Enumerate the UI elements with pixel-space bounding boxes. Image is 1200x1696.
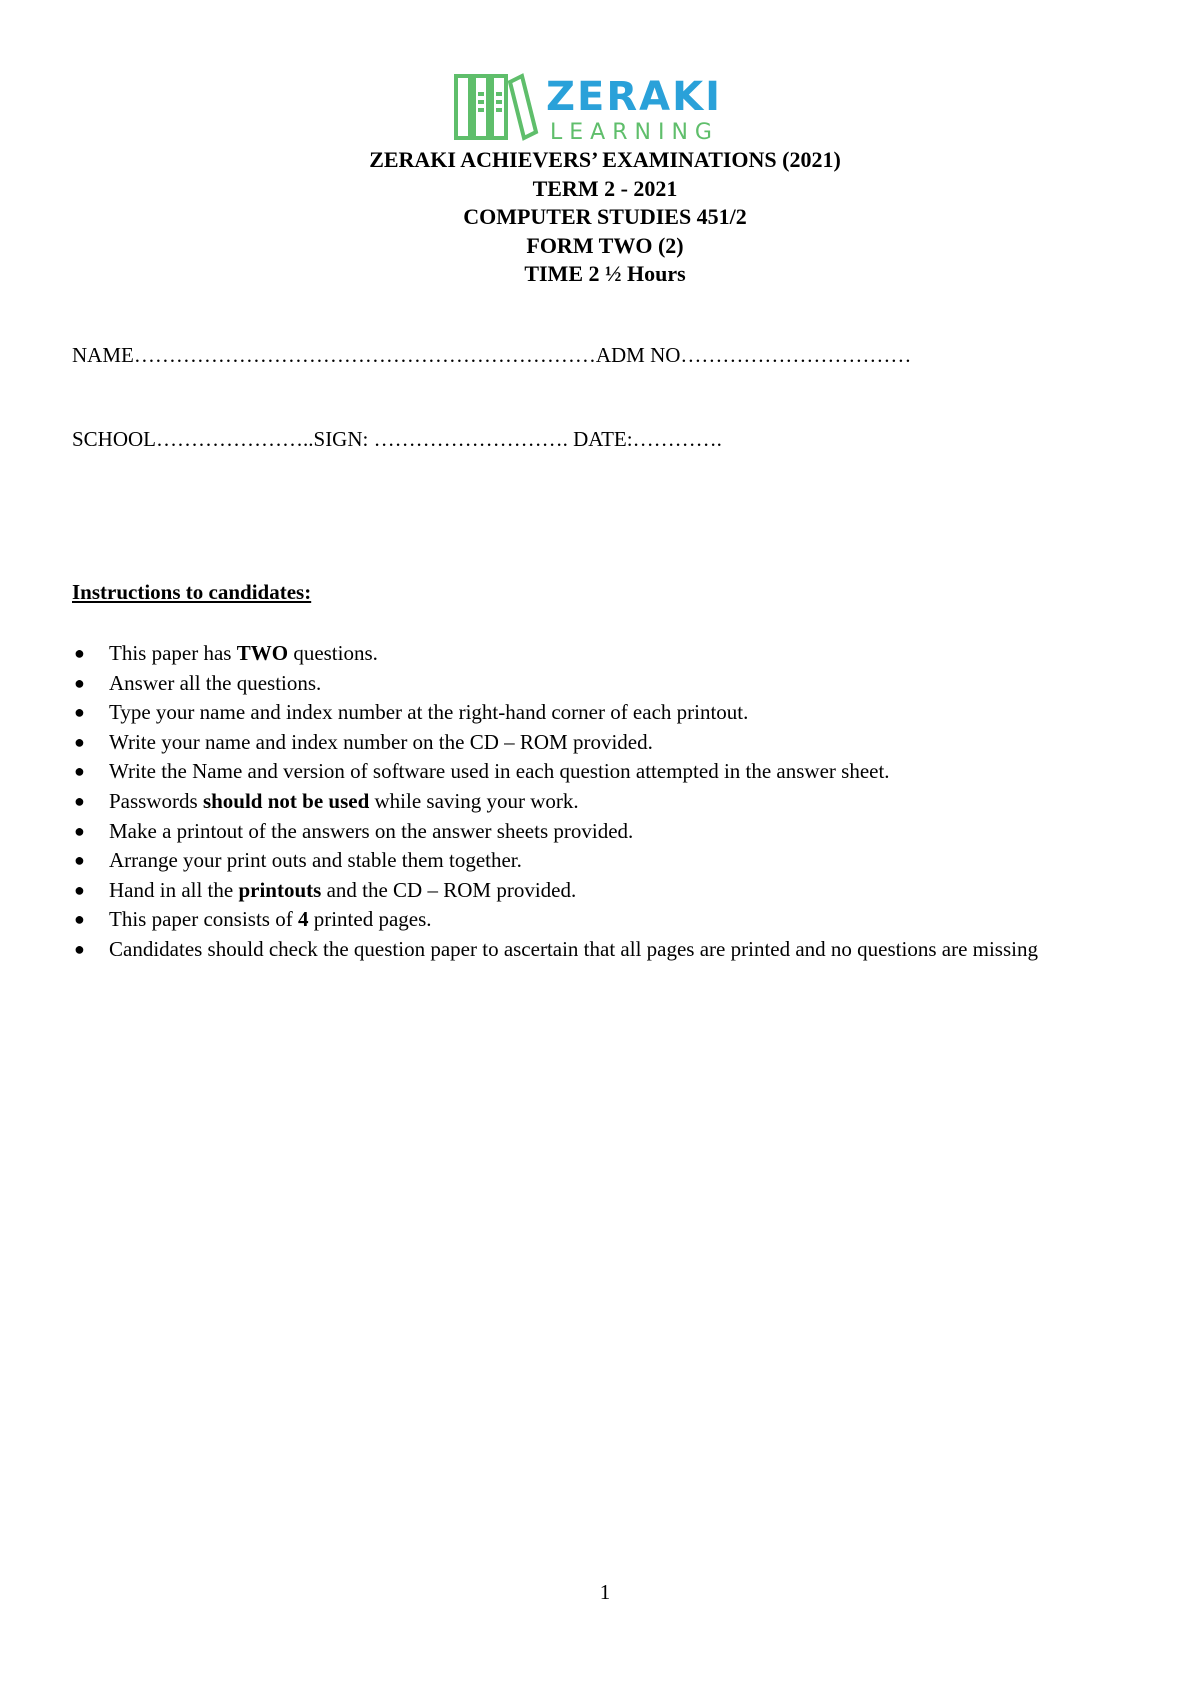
instruction-item: ● Type your name and index number at the right-hand corner of each printout.	[72, 698, 1132, 728]
school-sign-date-field: SCHOOL…………………..SIGN: ………………………. DATE:………….	[72, 427, 722, 451]
instruction-item: ● Write your name and index number on the CD – ROM provided.	[72, 728, 1132, 758]
books-icon	[456, 76, 536, 138]
instruction-item: ● Hand in all the printouts and the CD – ROM provided.	[72, 876, 1132, 906]
instructions-list	[72, 639, 1132, 965]
bullet-icon: ●	[74, 672, 85, 693]
exam-form: FORM TWO (2)	[526, 232, 684, 258]
exam-time: TIME 2 ½ Hours	[524, 261, 686, 286]
bullet-icon: ●	[74, 850, 85, 871]
instruction-item: ● This paper consists of 4 printed pages.	[72, 905, 1132, 935]
bullet-icon: ●	[74, 643, 85, 663]
exam-subject: COMPUTER STUDIES 451/2	[463, 204, 747, 229]
bullet-icon: ●	[74, 702, 85, 723]
exam-title: ZERAKI ACHIEVERS’ EXAMINATIONS (2021)	[369, 147, 841, 172]
instruction-item: ● Passwords should not be used while saving your work.	[72, 787, 1132, 817]
instruction-item: ● Candidates should check the question paper to ascertain that all pages are printed and no questions are missing	[72, 935, 1132, 965]
bullet-icon: ●	[74, 731, 85, 752]
exam-term: TERM 2 - 2021	[532, 175, 678, 201]
name-adm-field: NAME…………………………………………………………ADM NO……………………………	[72, 343, 912, 367]
bullet-icon: ●	[74, 761, 85, 782]
page-number: 1	[599, 1580, 611, 1604]
instruction-item: ● This paper has TWO questions.	[72, 639, 1132, 669]
bullet-icon: ●	[74, 938, 85, 959]
instruction-item: ● Write the Name and version of software used in each question attempted in the answer sheet.	[72, 757, 1132, 787]
logo-brand-top: ZERAKI	[546, 74, 722, 120]
instruction-item: ● Arrange your print outs and stable them together.	[72, 846, 1132, 876]
logo-brand-bottom: LEARNING	[550, 120, 719, 145]
bullet-icon: ●	[74, 909, 85, 930]
bullet-icon: ●	[74, 820, 85, 841]
instructions-title: Instructions to candidates:	[72, 580, 312, 604]
exam-header	[0, 146, 1200, 289]
bullet-icon: ●	[74, 879, 85, 900]
zeraki-logo	[452, 70, 732, 146]
bullet-icon: ●	[74, 790, 85, 811]
instruction-item: ● Answer all the questions.	[72, 669, 1132, 699]
instruction-item: ● Make a printout of the answers on the answer sheets provided.	[72, 817, 1132, 847]
